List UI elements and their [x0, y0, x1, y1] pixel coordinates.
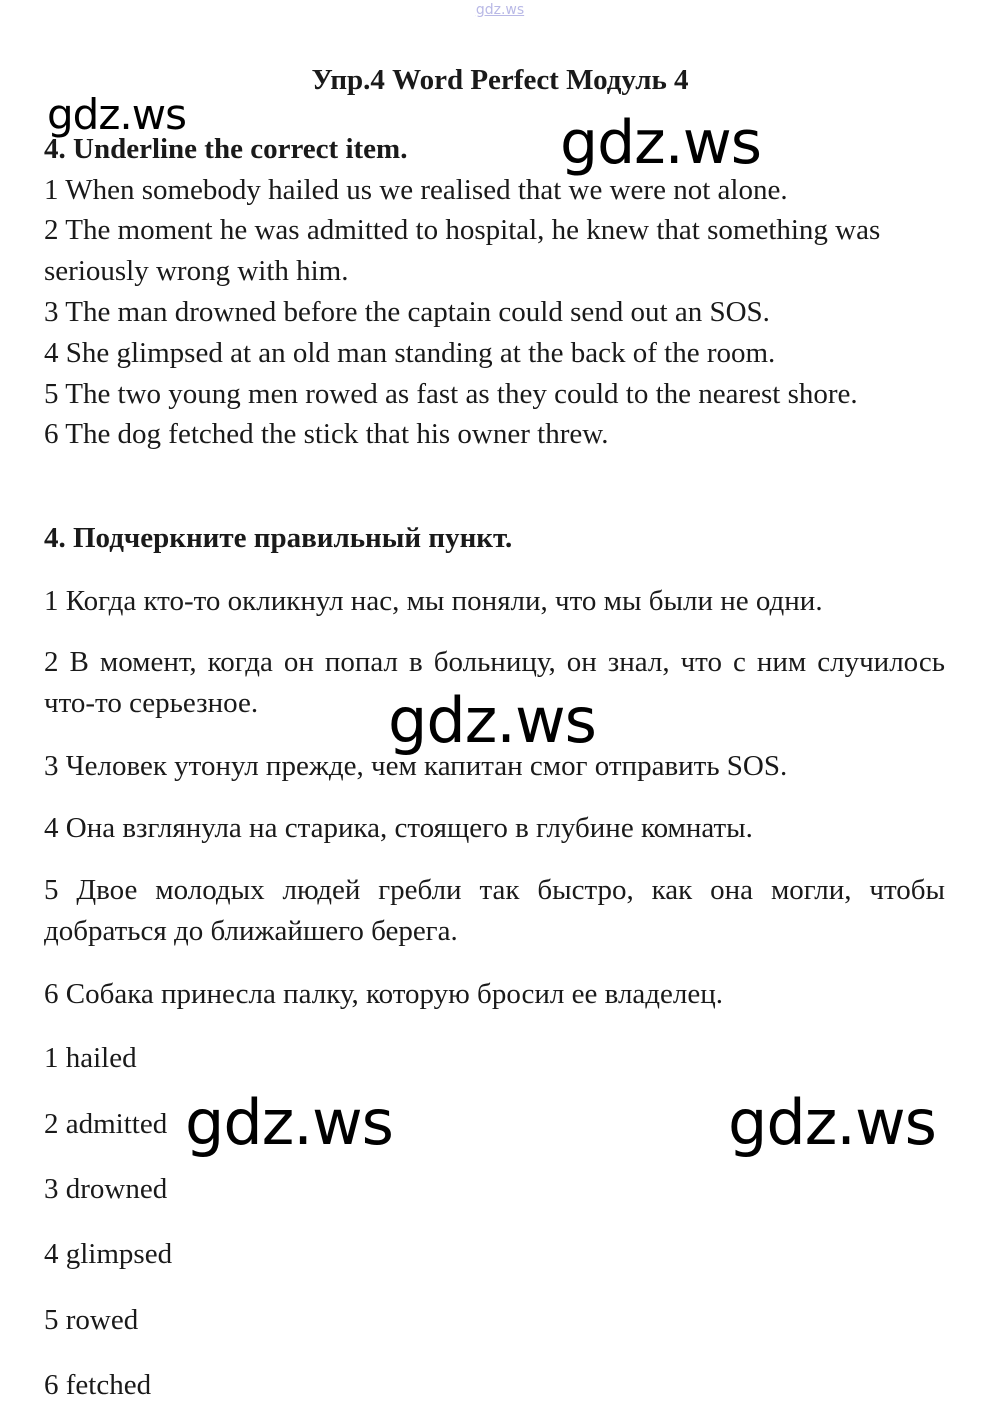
english-item-6: 6 The dog fetched the stick that his owner threw.	[44, 418, 609, 450]
watermark-bottom-right: gdz.ws	[728, 1086, 936, 1159]
answer-1: 1 hailed	[44, 1042, 137, 1074]
watermark-top-right: gdz.ws	[560, 108, 762, 178]
answer-5: 5 rowed	[44, 1304, 139, 1336]
watermark-middle: gdz.ws	[388, 684, 596, 757]
english-item-2: 2 The moment he was admitted to hospital, he knew that something was seriously wrong with him.	[44, 214, 881, 287]
russian-item-4: 4 Она взглянула на старика, стоящего в глубине комнаты.	[44, 812, 753, 844]
page-title: Упр.4 Word Perfect Модуль 4	[311, 64, 689, 96]
russian-heading: 4. Подчеркните правильный пункт.	[44, 522, 513, 554]
answer-2: 2 admitted	[44, 1108, 168, 1140]
watermark-bottom-left: gdz.ws	[185, 1086, 393, 1159]
russian-item-5: 5 Двое молодых людей гребли так быстро, как она могли, чтобы добраться до ближайшего берега.	[44, 874, 945, 947]
answer-6: 6 fetched	[44, 1369, 152, 1401]
english-item-3: 3 The man drowned before the captain could send out an SOS.	[44, 296, 770, 328]
english-item-4: 4 She glimpsed at an old man standing at the back of the room.	[44, 337, 776, 369]
russian-item-2: 2 В момент, когда он попал в больницу, он знал, что с ним случилось что-то серьезное.	[44, 646, 945, 719]
russian-item-1: 1 Когда кто-то окликнул нас, мы поняли, что мы были не одни.	[44, 585, 823, 617]
watermark-top-left: gdz.ws	[47, 90, 186, 139]
english-heading: 4. Underline the correct item.	[44, 133, 408, 165]
answer-3: 3 drowned	[44, 1173, 168, 1205]
english-item-5: 5 The two young men rowed as fast as they could to the nearest shore.	[44, 378, 858, 410]
top-watermark: gdz.ws	[475, 2, 525, 18]
russian-item-6: 6 Собака принесла палку, которую бросил ее владелец.	[44, 978, 724, 1010]
answer-4: 4 glimpsed	[44, 1238, 173, 1270]
russian-item-3: 3 Человек утонул прежде, чем капитан смог отправить SOS.	[44, 750, 788, 782]
english-item-1: 1 When somebody hailed us we realised that we were not alone.	[44, 174, 788, 206]
